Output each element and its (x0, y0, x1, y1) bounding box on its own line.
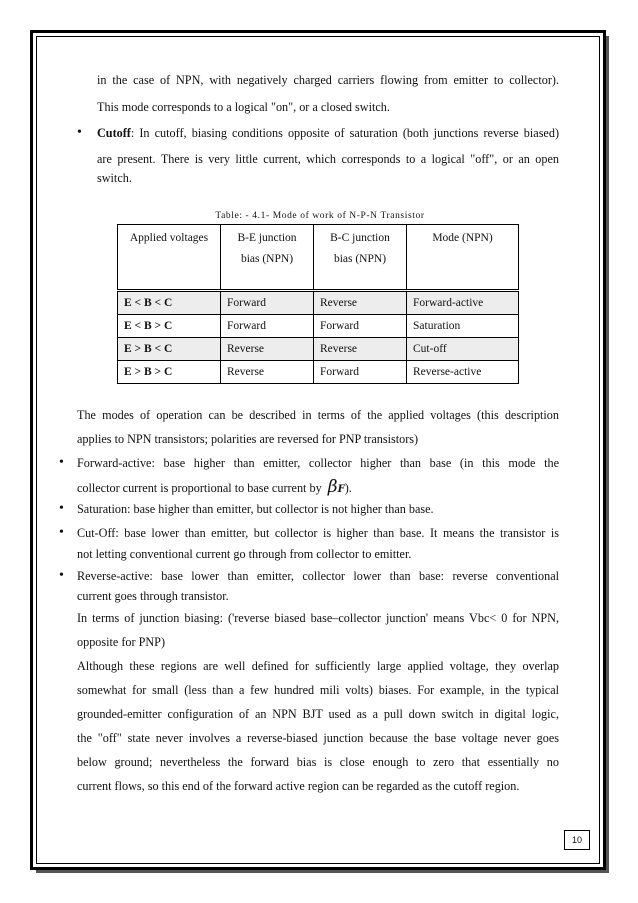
beta-subscript: F (337, 484, 345, 495)
table-cell: E > B > C (118, 361, 221, 384)
table-cell: Reverse (221, 338, 314, 361)
table-cell: Forward-active (407, 291, 519, 315)
bullet: • (59, 525, 64, 540)
table-cell: E < B > C (118, 315, 221, 338)
text-line: Saturation: base higher than emitter, but collector is not higher than base. (77, 502, 434, 516)
table-header-row (118, 225, 519, 291)
table-cell: Reverse (314, 291, 407, 315)
table-cell: E < B < C (118, 291, 221, 315)
table-cell: Forward (314, 315, 407, 338)
text-span: ). (344, 481, 352, 495)
text-line: opposite for PNP) (77, 635, 166, 649)
text-line: switch. (97, 171, 132, 185)
text-line: in the case of NPN, with negatively charged carriers flowing from emitter to collector). (97, 73, 559, 87)
modes-table (117, 224, 519, 384)
text-line: are present. There is very little current, which corresponds to a logical "off", or an open (97, 152, 559, 166)
page-shadow-bottom (36, 870, 609, 873)
table-row (118, 291, 519, 315)
table-cell: Forward (221, 315, 314, 338)
table-header-cell: Mode (NPN) (407, 225, 519, 291)
text-line (97, 125, 559, 141)
table-row (118, 361, 519, 384)
page-number: 10 (564, 830, 590, 850)
table-header-cell: Applied voltages (118, 225, 221, 291)
table-caption: Table: - 4.1- Mode of work of N-P-N Transistor (215, 211, 425, 221)
page-shadow-right (606, 36, 609, 873)
text-line: not letting conventional current go through from collector to emitter. (77, 547, 412, 561)
table-cell: Cut-off (407, 338, 519, 361)
table-cell: Forward (314, 361, 407, 384)
text-line: the "off" state never involves a reverse-biased junction because the base voltage never goes (77, 731, 559, 745)
table-row (118, 315, 519, 338)
table-cell: Forward (221, 291, 314, 315)
cutoff-text: : In cutoff, biasing conditions opposite of saturation (both junctions reverse biased) (130, 126, 559, 140)
text-line: In terms of junction biasing: ('reverse biased base–collector junction' means Vbc< 0 for NPN, (77, 611, 559, 625)
text-line (77, 479, 352, 498)
bullet: • (59, 455, 64, 470)
text-line: This mode corresponds to a logical "on", or a closed switch. (97, 100, 390, 114)
table-cell: E > B < C (118, 338, 221, 361)
table-cell: Reverse-active (407, 361, 519, 384)
text-line: The modes of operation can be described in terms of the applied voltages (this description (77, 408, 559, 422)
table-cell: Reverse (314, 338, 407, 361)
text-line: current goes through transistor. (77, 589, 229, 603)
text-line: current flows, so this end of the forward active region can be regarded as the cutoff region. (77, 779, 520, 793)
table-header-cell: B-E junction bias (NPN) (221, 225, 314, 291)
text-span: collector current is proportional to base current by (77, 481, 322, 495)
table-row (118, 338, 519, 361)
table-cell: Reverse (221, 361, 314, 384)
text-line: grounded-emitter configuration of an NPN BJT used as a pull down switch in digital logic, (77, 707, 559, 721)
bullet: • (59, 568, 64, 583)
beta-symbol: β (327, 477, 338, 497)
table-header-cell: B-C junction bias (NPN) (314, 225, 407, 291)
text-line: somewhat for small (less than a few hundred mili volts) biases. For example, in the typical (77, 683, 559, 697)
cutoff-term: Cutoff (97, 126, 131, 140)
text-line: Although these regions are well defined for sufficiently large applied voltage, they overlap (77, 659, 559, 673)
text-line: Forward-active: base higher than emitter, collector higher than base (in this mode the (77, 456, 559, 470)
text-line: Reverse-active: base lower than emitter, collector lower than base: reverse conventional (77, 569, 559, 583)
bullet: • (59, 501, 64, 516)
table-cell: Saturation (407, 315, 519, 338)
text-line: below ground; nevertheless the forward bias is close enough to zero that essentially no (77, 755, 559, 769)
bullet: • (77, 125, 82, 140)
text-line: Cut-Off: base lower than emitter, but collector is higher than base. It means the transistor is (77, 526, 559, 540)
text-line: applies to NPN transistors; polarities are reversed for PNP transistors) (77, 432, 419, 446)
